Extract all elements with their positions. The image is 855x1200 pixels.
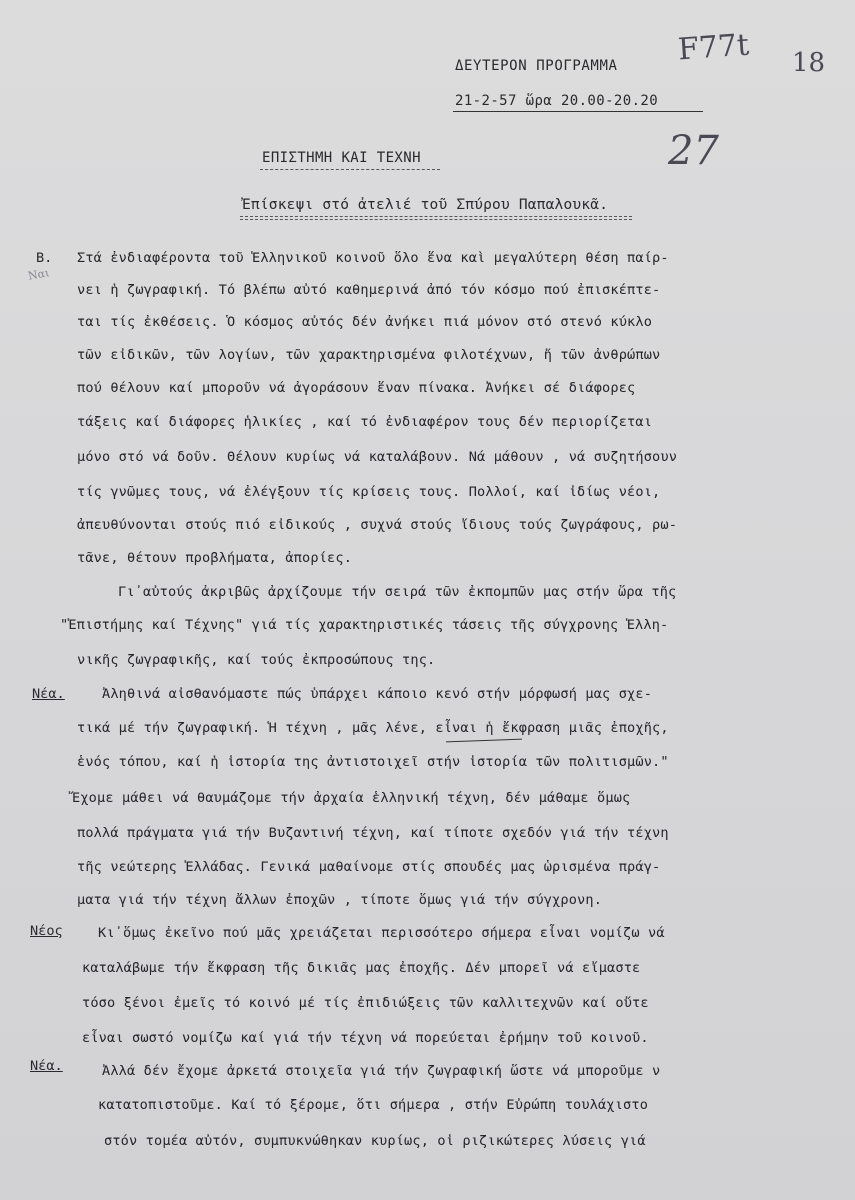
text-line: νει ἡ ζωγραφική. Τό βλέπω αὐτό καθημερινά ἀπό τόν κόσμο πού ἐπισκέπτε- xyxy=(77,282,661,298)
text-line: τῆς νεώτερης Ἑλλάδας. Γενικά μαθαίνομε στίς σπουδές μας ὡρισμένα πράγ- xyxy=(77,859,661,875)
text-line: εἶναι σωστό νομίζω καί γιά τήν τέχνη νά πορεύεται ἐρήμην τοῦ κοινοῦ. xyxy=(82,1030,649,1046)
text-line: μόνο στό νά δοῦν. Θέλουν κυρίως νά καταλάβουν. Νά μάθουν , νά συζητήσουν xyxy=(77,449,678,465)
text-line: τάξεις καί διάφορες ἡλικίες , καί τό ἐνδιαφέρον τους δέν περιορίζεται xyxy=(77,414,653,430)
text-line: ἑνός τόπου, καί ἡ ἱστορία της ἀντιστοιχεῖ στήν ἱστορία τῶν πολιτισμῶν." xyxy=(77,754,669,770)
text-line: τόσο ξένοι ἐμεῖς τό κοινό μέ τίς ἐπιδιώξεις τῶν καλλιτεχνῶν καί οὔτε xyxy=(82,995,649,1011)
handwritten-code: F77t xyxy=(676,27,751,68)
text-line: τῶν εἰδικῶν, τῶν λογίων, τῶν χαρακτηρισμένα φιλοτέχνων, ἤ τῶν ἀνθρώπων xyxy=(77,347,661,363)
text-line: Ἔχομε μάθει νά θαυμάζομε τήν ἀρχαία ἑλληνική τέχνη, δέν μάθαμε ὅμως xyxy=(72,790,631,806)
page-title: ΕΠΙΣΤΗΜΗ ΚΑΙ ΤΕΧΝΗ xyxy=(262,150,421,166)
subtitle-underline xyxy=(240,216,632,217)
text-line: Ἀληθινά αἰσθανόμαστε πώς ὑπάρχει κάποιο κενό στήν μόρφωσή μας σχε- xyxy=(102,686,653,702)
page-subtitle: Ἐπίσκεψι στό ἀτελιέ τοῦ Σπύρου Παπαλουκᾶ. xyxy=(242,197,609,213)
speaker-label: Β. xyxy=(36,250,53,266)
speaker-label: Νέος xyxy=(30,923,63,939)
text-line: Κι᾽ὅμως ἐκεῖνο πού μᾶς χρειάζεται περισσότερο σήμερα εἶναι νομίζω νά xyxy=(98,925,665,941)
program-header: ΔΕΥΤΕΡΟΝ ΠΡΟΓΡΑΜΜΑ xyxy=(455,58,618,74)
page-number: 18 xyxy=(792,48,826,78)
text-line: Γι᾽αὐτούς ἀκριβῶς ἀρχίζουμε τήν σειρά τῶν ἐκπομπῶν μας στήν ὥρα τῆς xyxy=(118,584,677,600)
broadcast-datetime: 21-2-57 ὥρα 20.00-20.20 xyxy=(455,93,659,109)
text-line: ἀπευθύνονται στούς πιό εἰδικούς , συχνά στούς ἴδιους τούς ζωγράφους, ρω- xyxy=(77,517,678,533)
handwritten-underline xyxy=(446,739,522,743)
speaker-label: Νέα. xyxy=(30,1058,63,1074)
text-line: τᾶνε, θέτουν προβλήματα, ἀπορίες. xyxy=(77,550,353,566)
text-line: τίς γνῶμες τους, νά ἐλέγξουν τίς κρίσεις τους. Πολλοί, καί ἰδίως νέοι, xyxy=(77,484,661,500)
text-line: "Ἐπιστήμης καί Τέχνης" γιά τίς χαρακτηριστικές τάσεις τῆς σύγχρονης Ἑλλη- xyxy=(60,617,669,633)
text-line: κατατοπιστοῦμε. Καί τό ξέρομε, ὅτι σήμερα , στήν Εὐρώπη τουλάχιστο xyxy=(98,1097,649,1113)
text-line: Στά ἐνδιαφέροντα τοῦ Ἑλληνικοῦ κοινοῦ ὅλο ἕνα καὶ μεγαλύτερη θέση παίρ- xyxy=(77,250,669,266)
text-line: πού θέλουν καί μποροῦν νά ἀγοράσουν ἕναν πίνακα. Ἀνήκει σέ διάφορες xyxy=(77,380,636,396)
datetime-underline xyxy=(453,111,703,112)
text-line: τικά μέ τήν ζωγραφική. Ἡ τέχνη , μᾶς λένε, εἶναι ἡ ἔκφραση μιᾶς ἐποχῆς, xyxy=(77,720,669,736)
handwritten-number: 27 xyxy=(668,128,719,174)
text-line: στόν τομέα αὐτόν, συμπυκνώθηκαν κυρίως, οἱ ριζικώτερες λύσεις γιά xyxy=(104,1133,646,1149)
text-line: ται τίς ἐκθέσεις. Ὁ κόσμος αὐτός δέν ἀνήκει πιά μόνον στό στενό κύκλο xyxy=(77,314,653,330)
text-line: Ἀλλά δέν ἔχομε ἀρκετά στοιχεῖα γιά τήν ζωγραφική ὥστε νά μποροῦμε ν xyxy=(102,1063,661,1079)
text-line: ματα γιά τήν τέχνη ἄλλων ἐποχῶν , τίποτε ὅμως γιά τήν σύγχρονη. xyxy=(77,892,603,908)
subtitle-underline-2 xyxy=(240,219,632,220)
margin-note: Ναι xyxy=(27,266,51,283)
text-line: νικῆς ζωγραφικῆς, καί τούς ἐκπροσώπους της. xyxy=(77,652,436,668)
title-underline xyxy=(260,169,440,170)
text-line: καταλάβωμε τήν ἔκφραση τῆς δικιᾶς μας ἐποχῆς. Δέν μπορεῖ νά εἴμαστε xyxy=(82,960,641,976)
text-line: πολλά πράγματα γιά τήν Βυζαντινή τέχνη, καί τίποτε σχεδόν γιά τήν τέχνη xyxy=(77,825,669,841)
speaker-label: Νέα. xyxy=(32,686,65,702)
